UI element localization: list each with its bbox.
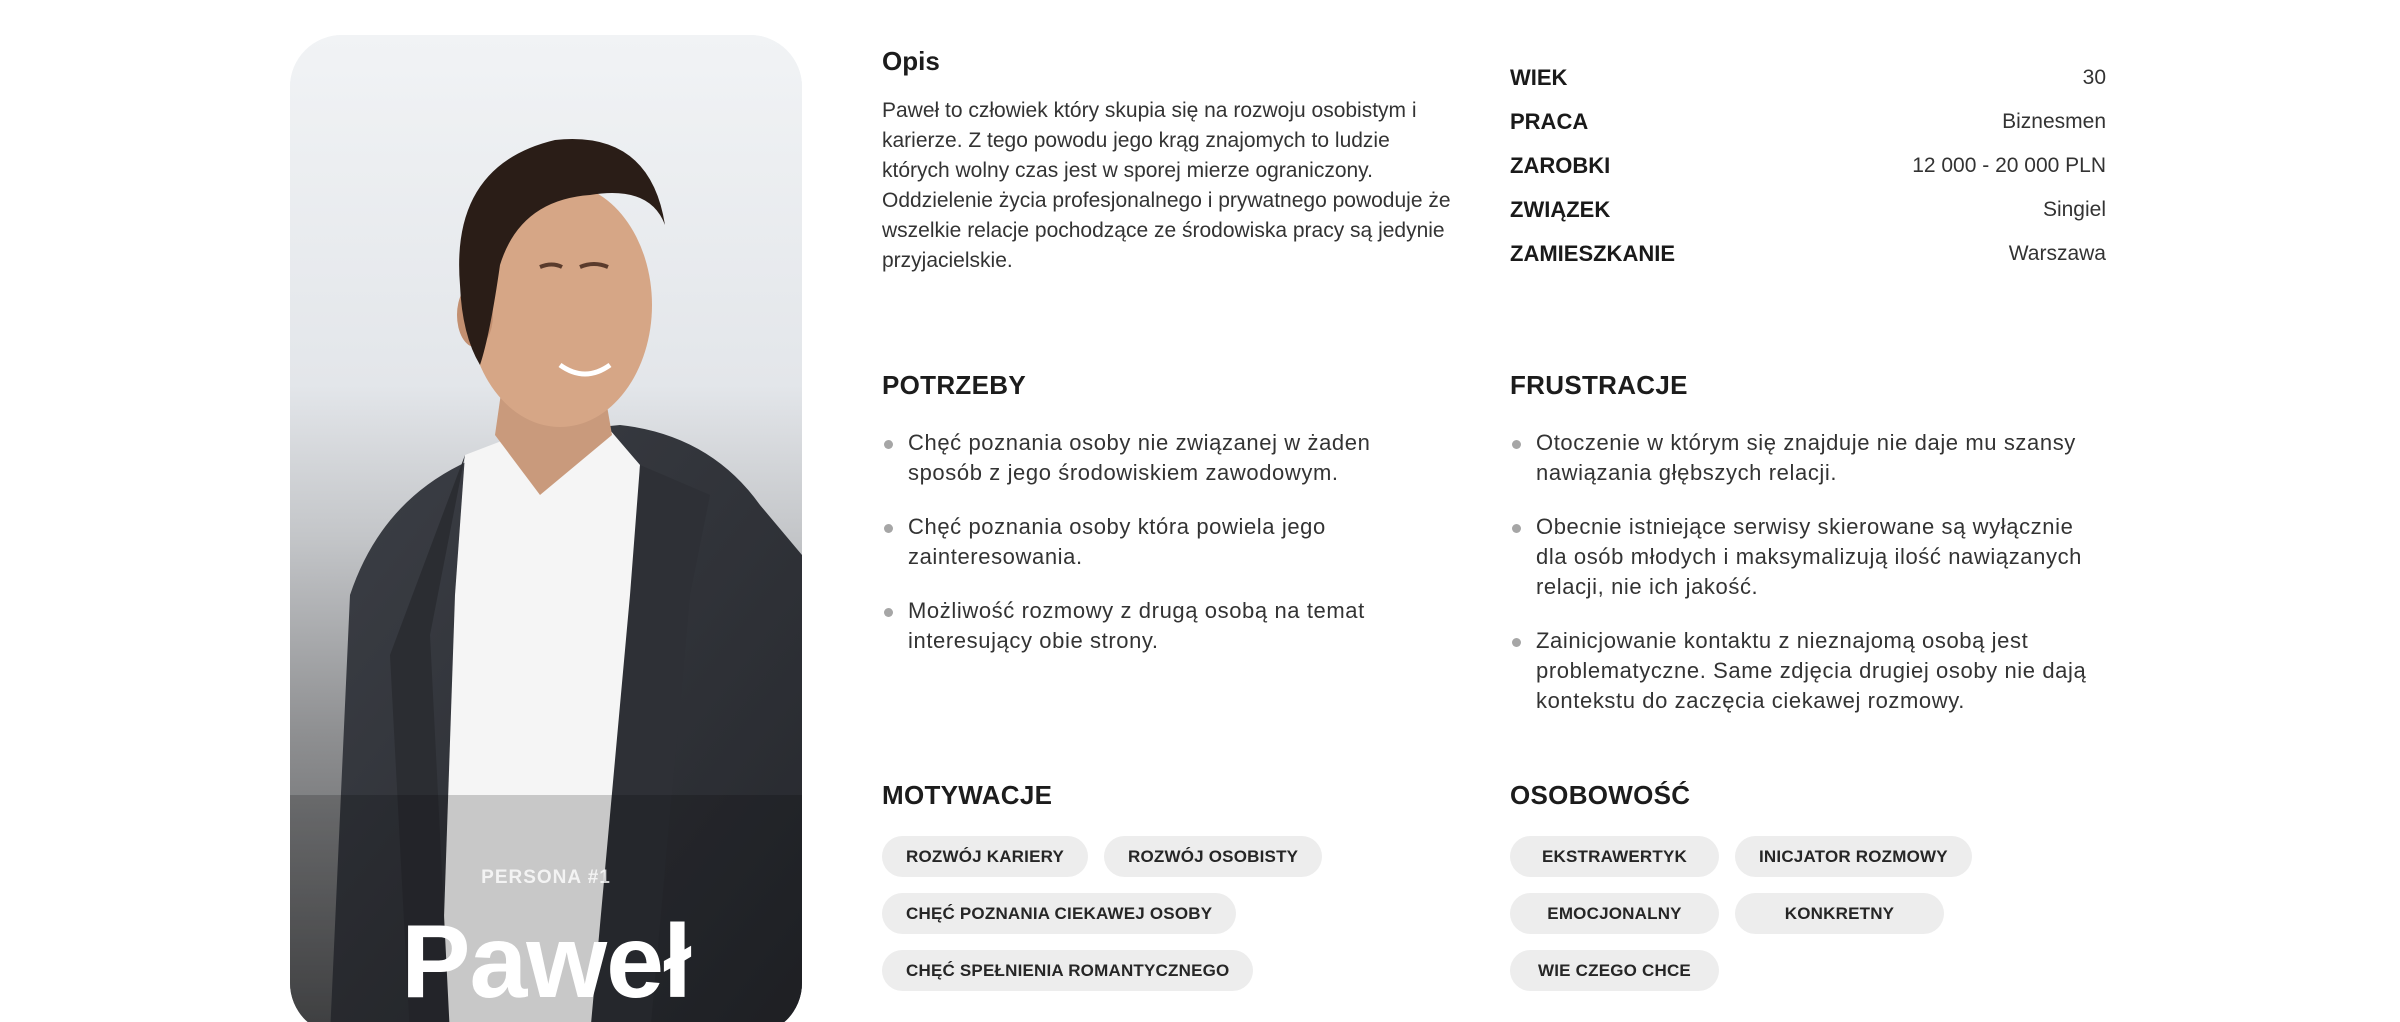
fact-value: Biznesmen (2002, 110, 2106, 133)
list-item-text: Możliwość rozmowy z drugą osobą na temat interesujący obie strony. (908, 598, 1365, 653)
fact-key: ZWIĄZEK (1510, 197, 1611, 222)
list-item (1510, 428, 2110, 488)
facts-table (1510, 56, 2106, 276)
frustrations-heading: FRUSTRACJE (1510, 370, 1688, 400)
list-item-text: Zainicjowanie kontaktu z nieznajomą osobą jest problematyczne. Same zdjęcia drugiej osoby nie dają kontekstu do zaczęcia ciekawej rozmowy. (1536, 628, 2087, 713)
frustrations-list (1510, 428, 2110, 740)
list-item (882, 512, 1442, 572)
persona-name: Paweł (401, 904, 691, 1020)
fact-row-age (1510, 56, 2106, 100)
persona-photo-card (290, 35, 802, 1022)
fact-key: ZAMIESZKANIE (1510, 241, 1675, 266)
list-item-text: Otoczenie w którym się znajduje nie daje mu szansy nawiązania głębszych relacji. (1536, 430, 2076, 485)
persona-number-label: PERSONA #1 (481, 867, 611, 888)
description-heading: Opis (882, 46, 940, 76)
personality-heading: OSOBOWOŚĆ (1510, 780, 1691, 810)
bullet-icon (1512, 638, 1521, 647)
motivations-heading: MOTYWACJE (882, 780, 1053, 810)
needs-heading: POTRZEBY (882, 370, 1026, 400)
list-item-text: Obecnie istniejące serwisy skierowane są wyłącznie dla osób młodych i maksymalizują ilość nawiązanych relacji, nie ich jakość. (1536, 514, 2083, 599)
fact-key: PRACA (1510, 109, 1589, 134)
list-item (882, 596, 1442, 656)
personality-chip: INICJATOR ROZMOWY (1735, 836, 1972, 877)
bullet-icon (1512, 440, 1521, 449)
fact-value: 12 000 - 20 000 PLN (1912, 154, 2106, 177)
list-item (1510, 626, 2110, 716)
needs-list (882, 428, 1442, 680)
motivation-chip: CHĘĆ POZNANIA CIEKAWEJ OSOBY (882, 893, 1236, 934)
personality-chip: KONKRETNY (1735, 893, 1944, 934)
list-item (1510, 512, 2110, 602)
personality-chip: EMOCJONALNY (1510, 893, 1719, 934)
fact-row-relationship (1510, 188, 2106, 232)
list-item-text: Chęć poznania osoby nie związanej w żaden sposób z jego środowiskiem zawodowym. (908, 430, 1371, 485)
fact-value: Singiel (2042, 198, 2106, 221)
fact-row-residence (1510, 232, 2106, 276)
personality-chips (1510, 836, 2070, 991)
description-text: Paweł to człowiek który skupia się na rozwoju osobistym i karierze. Z tego powodu jego krąg znajomych to ludzie których wolny czas jest w sporej mierze ograniczony. Oddzielenie życia profesjonalnego i prywatnego powoduje że wszelkie relacje pochodzące ze środowiska pracy są jedynie przyjacielskie. (882, 99, 1451, 272)
fact-row-income (1510, 144, 2106, 188)
fact-row-job (1510, 100, 2106, 144)
bullet-icon (884, 440, 893, 449)
list-item (882, 428, 1442, 488)
personality-chip: EKSTRAWERTYK (1510, 836, 1719, 877)
motivation-chip: CHĘĆ SPEŁNIENIA ROMANTYCZNEGO (882, 950, 1253, 991)
fact-value: Warszawa (2008, 242, 2106, 265)
fact-key: ZAROBKI (1510, 153, 1611, 178)
motivation-chip: ROZWÓJ KARIERY (882, 836, 1088, 877)
bullet-icon (884, 608, 893, 617)
fact-value: 30 (2082, 66, 2106, 89)
motivations-chips (882, 836, 1462, 991)
bullet-icon (884, 524, 893, 533)
fact-key: WIEK (1510, 65, 1568, 90)
list-item-text: Chęć poznania osoby która powiela jego zainteresowania. (908, 514, 1326, 569)
personality-chip: WIE CZEGO CHCE (1510, 950, 1719, 991)
bullet-icon (1512, 524, 1521, 533)
motivation-chip: ROZWÓJ OSOBISTY (1104, 836, 1322, 877)
